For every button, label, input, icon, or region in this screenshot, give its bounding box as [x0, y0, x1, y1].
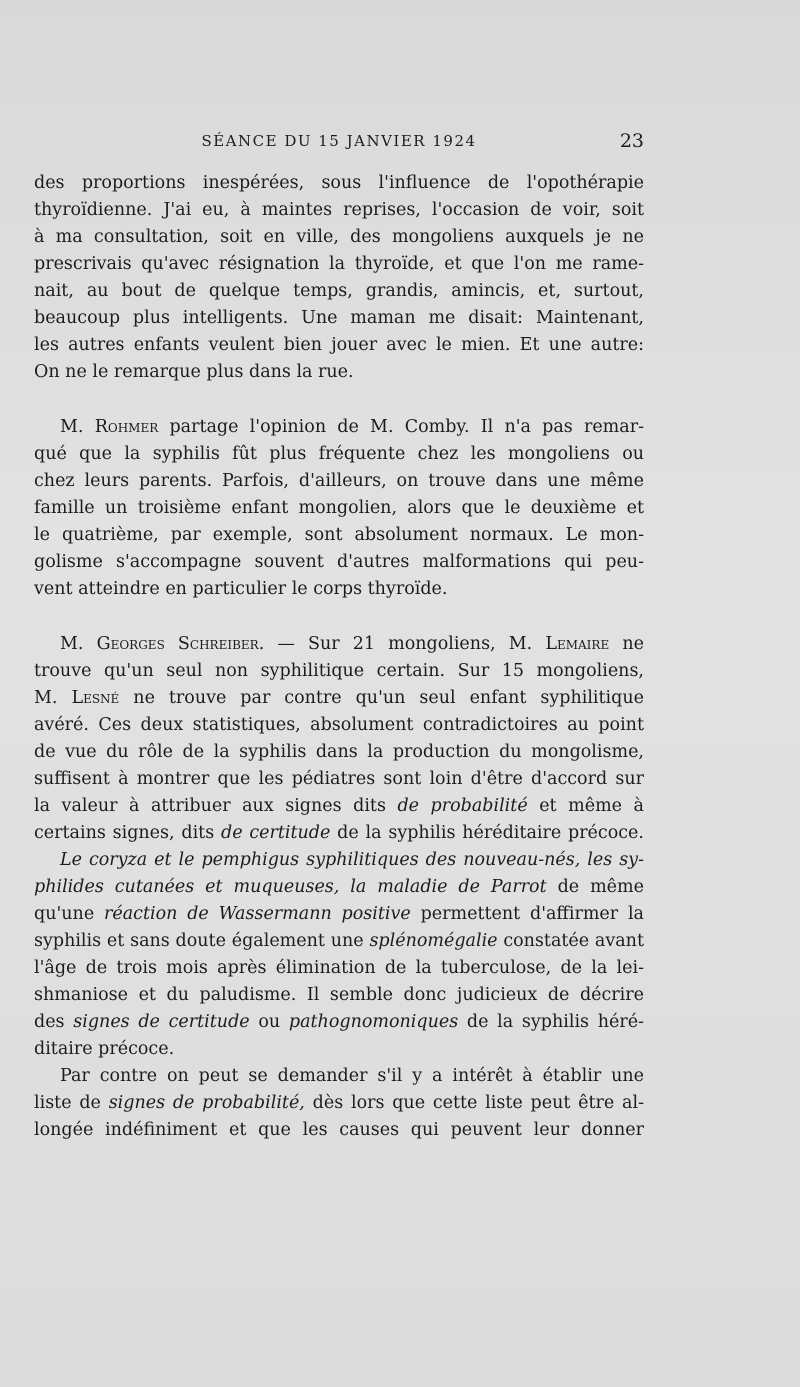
italic-term: philides cutanées et muqueuses, la maladie de Parrot: [34, 877, 547, 897]
body-text: [34, 170, 644, 1144]
text-line: [34, 901, 644, 928]
author-name-lemaire: Lemaire: [545, 634, 610, 654]
text-run: ne trouve par contre qu'un seul enfant syphilitique: [133, 688, 644, 708]
text-run: certains signes, dits: [34, 823, 215, 843]
text-run: la valeur à attribuer aux signes dits: [34, 796, 386, 816]
text-line: On ne le remarque plus dans la rue.: [34, 362, 354, 382]
speaker-name-rohmer: Rohmer: [94, 417, 159, 437]
text-line: chez leurs parents. Parfois, d'ailleurs, on trouve dans une même: [34, 471, 644, 491]
text-line: [34, 685, 644, 712]
text-run: des: [34, 1012, 65, 1032]
text-line: [34, 414, 644, 441]
text-line: suffisent à montrer que les pédiatres sont loin d'être d'accord sur: [34, 769, 644, 789]
text-line: à ma consultation, soit en ville, des mongoliens auxquels je ne: [34, 227, 644, 247]
text-line: famille un troisième enfant mongolien, alors que le deuxième et: [34, 498, 644, 518]
text-run: ne: [622, 634, 644, 654]
speaker-name-schreiber: Georges Schreiber: [96, 634, 259, 654]
italic-term: splénomégalie: [369, 931, 498, 951]
text-line: [34, 820, 644, 847]
text-line: Le coryza et le pemphigus syphilitiques des nouveau-nés, les sy-: [60, 850, 644, 870]
text-run: permettent d'affirmer la: [420, 904, 644, 924]
text-line: [34, 874, 644, 901]
text-line: de vue du rôle de la syphilis dans la production du mongolisme,: [34, 742, 644, 762]
text-line: les autres enfants veulent bien jouer avec le mien. Et une autre:: [34, 335, 644, 355]
italic-term: signes de probabilité,: [108, 1093, 305, 1113]
speaker-prefix: M.: [60, 417, 84, 437]
text-line: [34, 928, 644, 955]
text-line: trouve qu'un seul non syphilitique certain. Sur 15 mongoliens,: [34, 661, 644, 681]
text-line: golisme s'accompagne souvent d'autres malformations qui peu-: [34, 552, 644, 572]
text-line: [34, 631, 644, 658]
text-line: [34, 1090, 644, 1117]
text-run: . — Sur 21 mongoliens, M.: [258, 634, 533, 654]
italic-term: réaction de Wassermann positive: [104, 904, 411, 924]
text-line: beaucoup plus intelligents. Une maman me disait: Maintenant,: [34, 308, 644, 328]
speaker-prefix: M.: [60, 634, 84, 654]
italic-term: de probabilité: [397, 796, 528, 816]
text-line: l'âge de trois mois après élimination de la tuberculose, de la lei-: [34, 958, 644, 978]
text-line: [34, 1009, 644, 1036]
text-line: longée indéfiniment et que les causes qui peuvent leur donner: [34, 1120, 644, 1140]
text-run: de la syphilis héréditaire précoce.: [337, 823, 644, 843]
paragraph-opotherapie: [34, 170, 644, 386]
text-run: qu'une: [34, 904, 95, 924]
text-line: Par contre on peut se demander s'il y a intérêt à établir une: [60, 1066, 644, 1086]
text-run: liste de: [34, 1093, 101, 1113]
running-head: [34, 130, 644, 156]
text-run: constatée avant: [503, 931, 644, 951]
running-title: SÉANCE DU 15 JANVIER 1924: [201, 132, 477, 150]
text-run: M.: [34, 688, 58, 708]
text-line: ditaire précoce.: [34, 1039, 175, 1059]
text-line: avéré. Ces deux statistiques, absolument contradictoires au point: [34, 715, 644, 735]
text-line: prescrivais qu'avec résignation la thyroïde, et que l'on me rame-: [34, 254, 644, 274]
italic-term: pathognomoniques: [288, 1012, 459, 1032]
text-run: ou: [258, 1012, 281, 1032]
paragraph-signes-probabilite: [34, 1063, 644, 1144]
text-run: partage l'opinion de M. Comby. Il n'a pas remar-: [169, 417, 644, 437]
text-line: qué que la syphilis fût plus fréquente chez les mongoliens ou: [34, 444, 644, 464]
text-run: et même à: [539, 796, 644, 816]
text-line: nait, au bout de quelque temps, grandis, amincis, et, surtout,: [34, 281, 644, 301]
italic-term: de certitude: [221, 823, 331, 843]
paragraph-signes-certitude: [34, 847, 644, 1063]
text-line: le quatrième, par exemple, sont absolument normaux. Le mon-: [34, 525, 644, 545]
text-run: dès lors que cette liste peut être al-: [312, 1093, 644, 1113]
text-line: vent atteindre en particulier le corps thyroïde.: [34, 579, 448, 599]
italic-term: signes de certitude: [73, 1012, 250, 1032]
author-name-lesne: Lesné: [71, 688, 120, 708]
text-run: de la syphilis héré-: [466, 1012, 644, 1032]
text-run: syphilis et sans doute également une: [34, 931, 364, 951]
page-number: 23: [619, 130, 644, 152]
text-line: des proportions inespérées, sous l'influence de l'opothérapie: [34, 173, 644, 193]
text-run: de même: [557, 877, 644, 897]
paragraph-schreiber: [34, 631, 644, 847]
paragraph-rohmer: [34, 414, 644, 603]
text-line: shmaniose et du paludisme. Il semble donc judicieux de décrire: [34, 985, 644, 1005]
text-line: [34, 793, 644, 820]
text-line: thyroïdienne. J'ai eu, à maintes reprises, l'occasion de voir, soit: [34, 200, 644, 220]
